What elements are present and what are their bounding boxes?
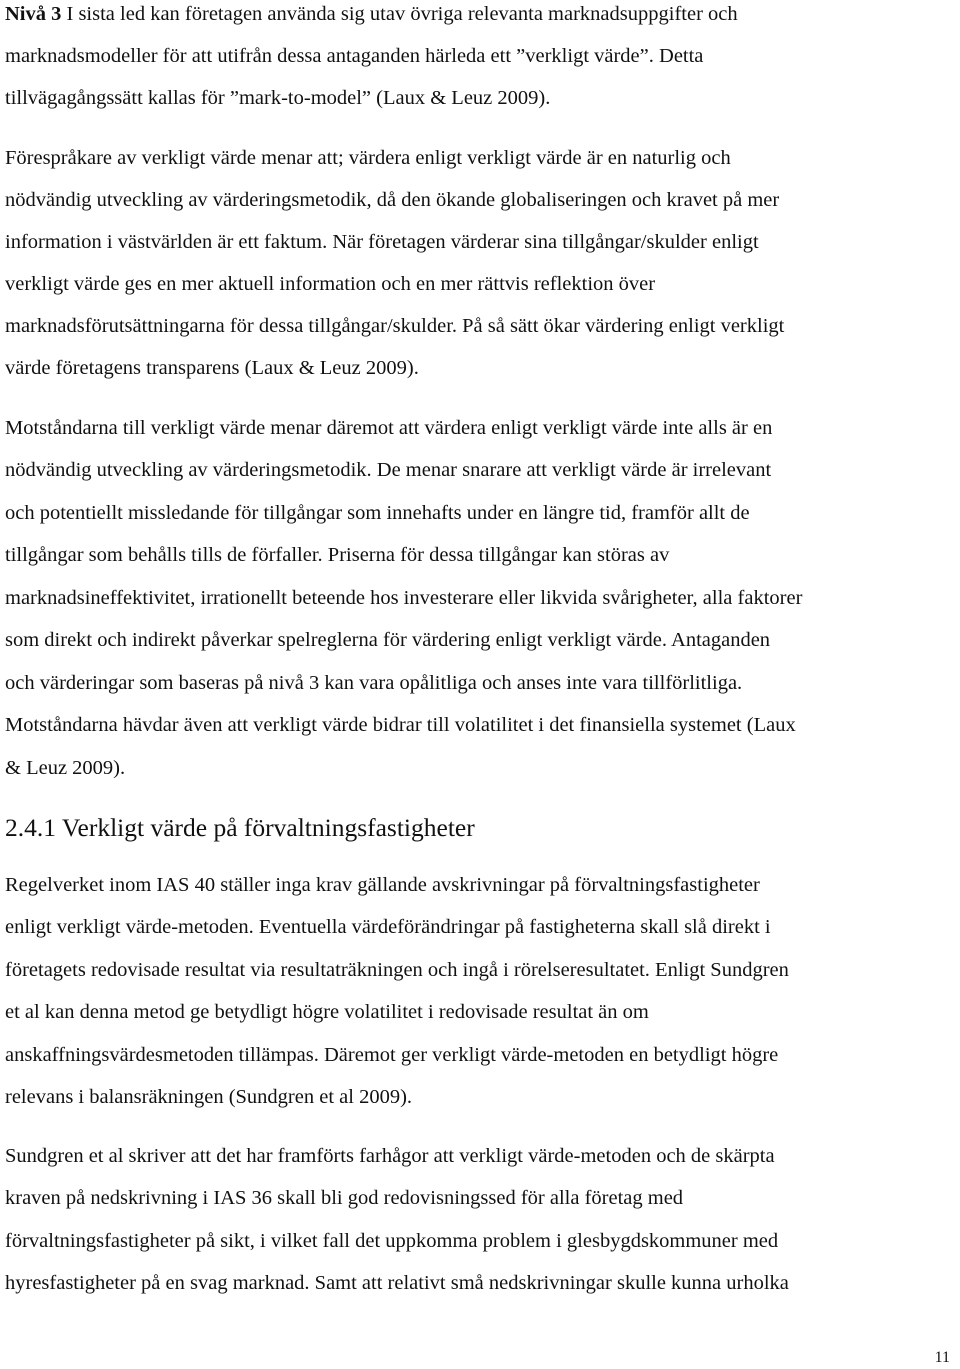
text-line: et al kan denna metod ge betydligt högre volatilitet i redovisade resultat än om [5,1001,649,1023]
text-line: som direkt och indirekt påverkar spelreglerna för värdering enligt verkligt värde. Antaganden [5,629,771,651]
text-line: Motståndarna till verkligt värde menar däremot att värdera enligt verkligt värde inte alls är en [5,417,773,439]
text-line: företagets redovisade resultat via resultaträkningen och ingå i rörelseresultatet. Enligt Sundgren [5,959,789,981]
text-line: information i västvärlden är ett faktum. När företagen värderar sina tillgångar/skulder enligt [5,231,759,253]
text-line: marknadsineffektivitet, irrationellt beteende hos investerare eller likvida svårigheter, alla faktorer [5,587,803,609]
text-line: hyresfastigheter på en svag marknad. Samt att relativt små nedskrivningar skulle kunna urholka [5,1272,789,1294]
text-line: relevans i balansräkningen (Sundgren et al 2009). [5,1086,413,1108]
text-line: verkligt värde ges en mer aktuell information och en mer rättvis reflektion över [5,273,656,295]
text-line: tillvägagångssätt kallas för ”mark-to-model” (Laux & Leuz 2009). [5,87,551,109]
text-line: kraven på nedskrivning i IAS 36 skall bli god redovisningssed för alla företag med [5,1187,684,1209]
text-line: tillgångar som behålls tills de förfaller. Priserna för dessa tillgångar kan störas av [5,544,670,566]
text-line: & Leuz 2009). [5,757,126,779]
text-line: Sundgren et al skriver att det har framförts farhågor att verkligt värde-metoden och de skärpta [5,1145,775,1167]
text-line: anskaffningsvärdesmetoden tillämpas. Däremot ger verkligt värde-metoden en betydligt högre [5,1044,779,1066]
text-line: och potentiellt missledande för tillgångar som innehafts under en längre tid, framför allt de [5,502,750,524]
text-line: nödvändig utveckling av värderingsmetodik, då den ökande globaliseringen och kravet på mer [5,189,780,211]
text-line: enligt verkligt värde-metoden. Eventuella värdeförändringar på fastigheterna skall slå direkt i [5,916,771,938]
text-line: och värderingar som baseras på nivå 3 kan vara opålitliga och anses inte vara tillförlitliga. [5,672,743,694]
section-heading: 2.4.1 Verkligt värde på förvaltningsfastigheter [5,813,475,842]
text-line: Nivå 3 I sista led kan företagen använda sig utav övriga relevanta marknadsuppgifter och [5,3,738,25]
text-line: värde företagens transparens (Laux & Leuz 2009). [5,357,419,379]
level-3-label: Nivå 3 [5,3,62,25]
text-line: förvaltningsfastigheter på sikt, i vilket fall det uppkomma problem i glesbygdskommuner med [5,1230,779,1252]
text-line: marknadsmodeller för att utifrån dessa antaganden härleda ett ”verkligt värde”. Detta [5,45,704,67]
text-line: Förespråkare av verkligt värde menar att; värdera enligt verkligt värde är en naturlig och [5,147,731,169]
text-line: marknadsförutsättningarna för dessa tillgångar/skulder. På så sätt ökar värdering enligt verkligt [5,315,785,337]
text-line: Motståndarna hävdar även att verkligt värde bidrar till volatilitet i det finansiella systemet (Laux [5,714,796,736]
text-line: Regelverket inom IAS 40 ställer inga krav gällande avskrivningar på förvaltningsfastigheter [5,874,760,896]
page-number: 11 [934,1349,950,1366]
text-line: nödvändig utveckling av värderingsmetodik. De menar snarare att verkligt värde är irrelevant [5,459,772,481]
